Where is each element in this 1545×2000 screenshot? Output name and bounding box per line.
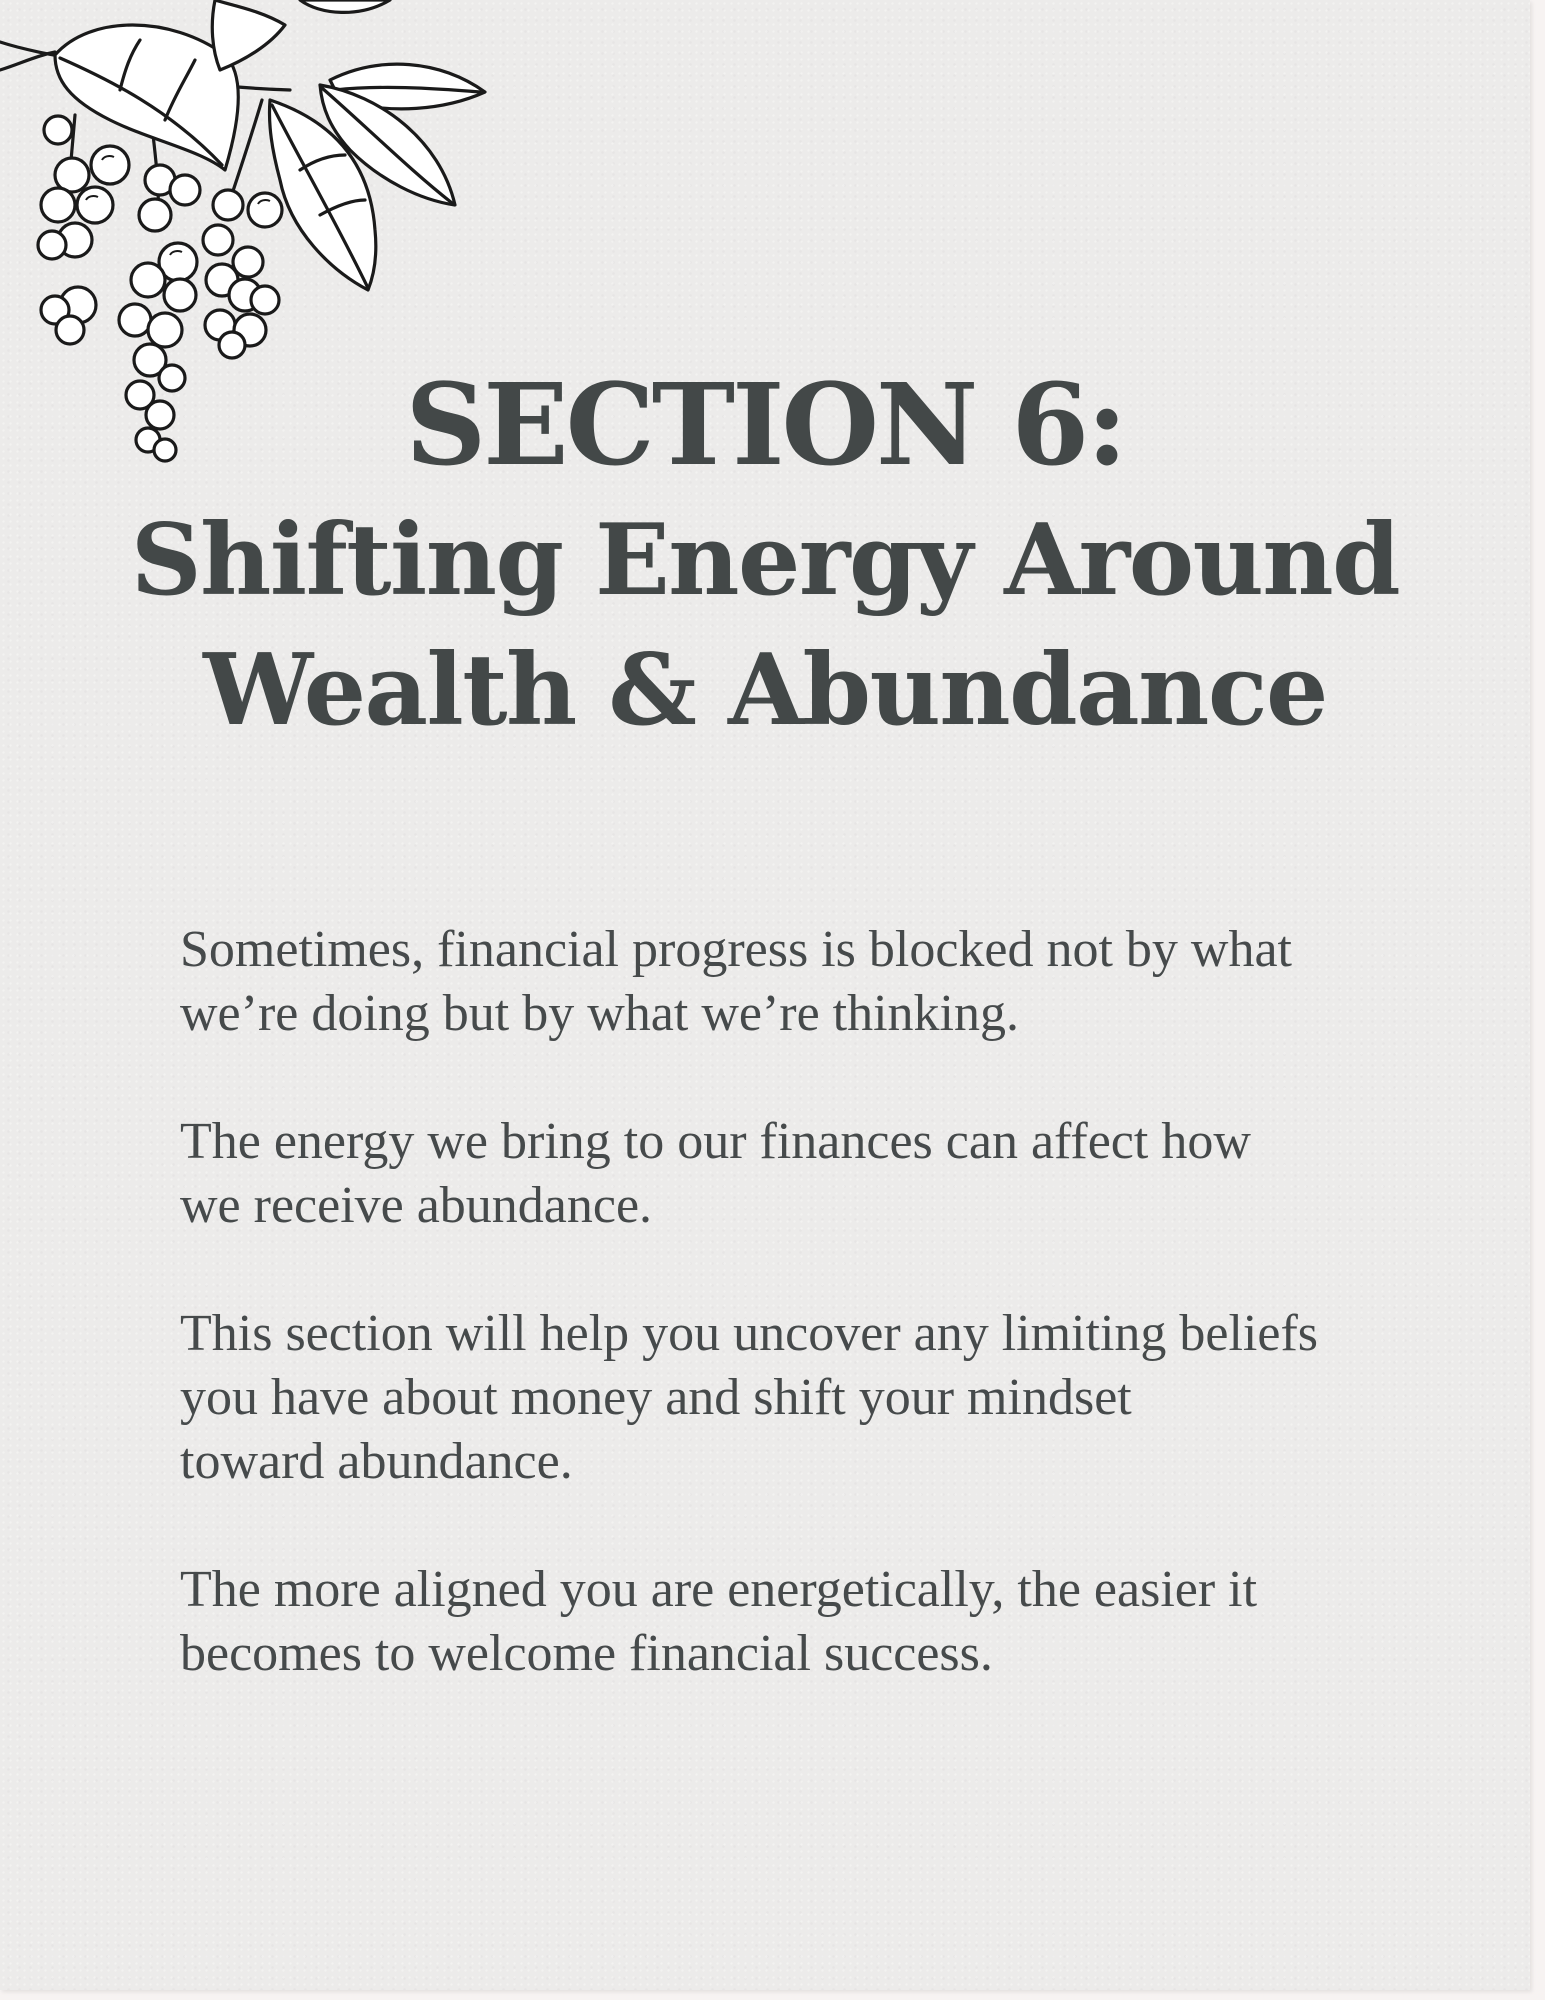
paragraph-line: This section will help you uncover any limiting beliefs — [180, 1305, 1319, 1362]
section-title-line-2: Wealth & Abundance — [203, 633, 1327, 749]
section-heading — [100, 356, 1430, 756]
paragraph-line: The energy we bring to our finances can affect how — [180, 1113, 1251, 1170]
paragraph — [180, 1558, 1410, 1686]
paragraph-line: toward abundance. — [180, 1433, 573, 1490]
paragraph-line: Sometimes, financial progress is blocked not by what — [180, 921, 1293, 978]
paragraph-line: becomes to welcome financial success. — [180, 1625, 993, 1682]
paragraph-line: The more aligned you are energetically, the easier it — [180, 1561, 1258, 1618]
paragraph — [180, 1110, 1410, 1238]
section-label: SECTION 6: — [405, 360, 1125, 492]
paragraph — [180, 918, 1410, 1046]
paragraph-line: we’re doing but by what we’re thinking. — [180, 985, 1020, 1042]
paragraph — [180, 1302, 1410, 1494]
paragraph-line: you have about money and shift your mindset — [180, 1369, 1132, 1426]
section-title-line-1: Shifting Energy Around — [130, 503, 1400, 619]
body-text — [180, 918, 1410, 1750]
paragraph-line: we receive abundance. — [180, 1177, 653, 1234]
